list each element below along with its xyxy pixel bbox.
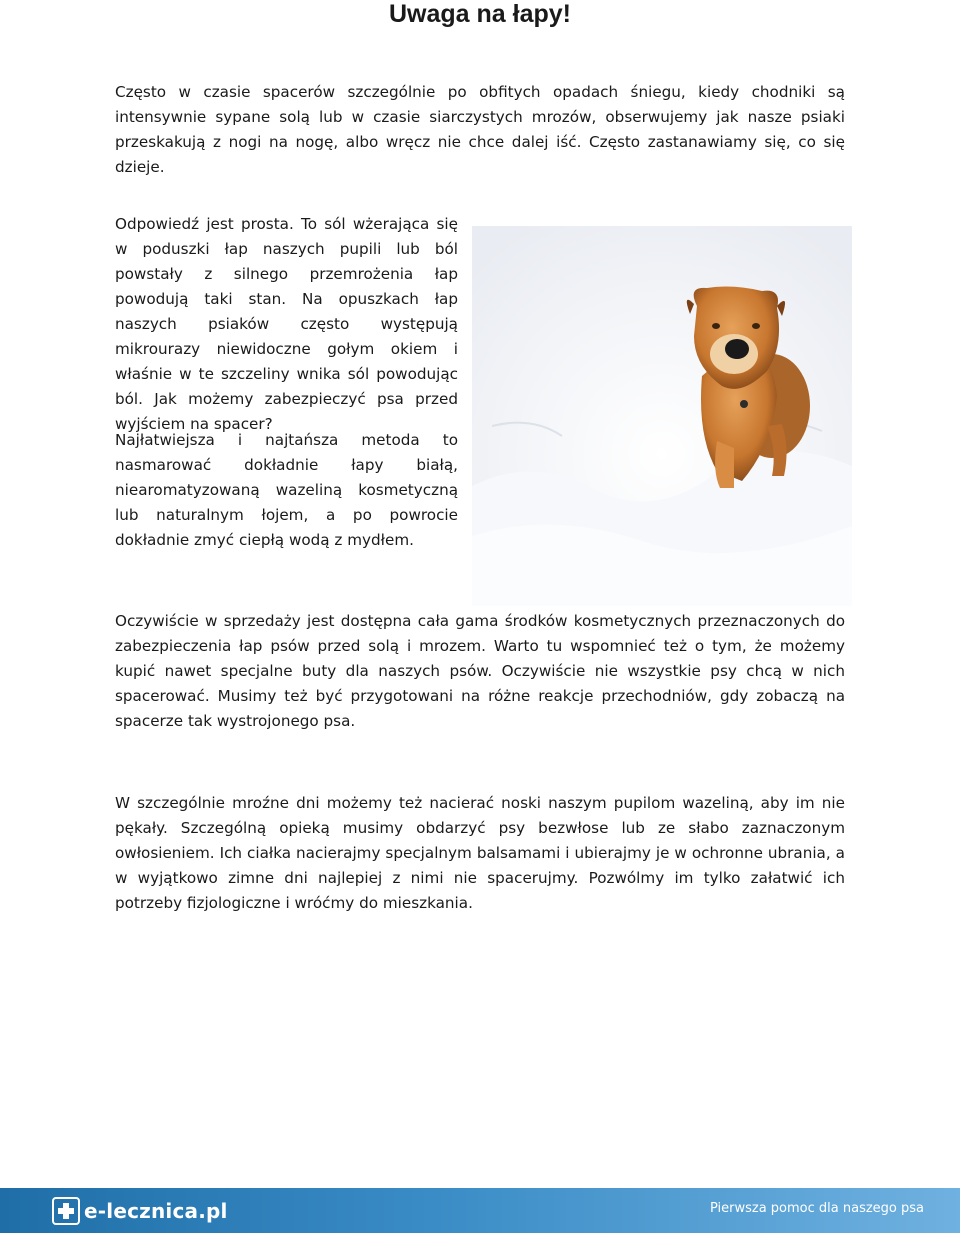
paragraph-intro: Często w czasie spacerów szczególnie po obfitych opadach śniegu, kiedy chodniki są intensywnie sypane solą lub w czasie siarczystych mrozów, obserwujemy jak nasze psiaki przeskakują z nogi na nogę, albo wręcz nie chce dalej iść. Często zastanawiamy się, co się dzieje. [115, 83, 845, 176]
brand-logo-text: e-lecznica.pl [84, 1199, 228, 1223]
paragraph-method: Najłatwiejsza i najtańsza metoda to nasmarować dokładnie łapy białą, niearomatyzowaną wazeliną kosmetyczną lub naturalnym łojem, a po powrocie dokładnie zmyć ciepłą wodą z mydłem. [115, 431, 458, 549]
paragraph-cold-days: W szczególnie mroźne dni możemy też nacierać noski naszym pupilom wazeliną, aby im nie pękały. Szczególną opieką musimy obdarzyć psy bezwłose lub ze słabo zaznaczonym owłosieniem. Ich ciałka nacierajmy specjalnym balsamami i ubierajmy je w ochronne ubrania, a w wyjątkowo zimne dni najlepiej z nimi nie spacerujmy. Pozwólmy im tylko załatwić ich potrzeby fizjologiczne i wróćmy do mieszkania. [115, 794, 845, 912]
medical-cross-icon [52, 1197, 80, 1225]
footer-tagline: Pierwsza pomoc dla naszego psa [709, 1201, 924, 1216]
footer-bar [0, 1188, 960, 1233]
paragraph-products: Oczywiście w sprzedaży jest dostępna cała gama środków kosmetycznych przeznaczonych do zabezpieczenia łap psów przed solą i mrozem. Warto tu wspomnieć też o tym, że możemy kupić nawet specjalne buty dla naszych psów. Oczywiście nie wszystkie psy chcą w nich spacerować. Musimy też być przygotowani na różne reakcje przechodniów, gdy zobaczą na spacerze tak wystrojonego psa. [115, 612, 845, 730]
dog-in-snow-photo [472, 226, 852, 606]
paragraph-answer: Odpowiedź jest prosta. To sól wżerająca się w poduszki łap naszych pupili lub ból powstały z silnego przemrożenia łap powodują taki stan. Na opuszkach łap naszych psiaków często występują mikrourazy niewidoczne gołym okiem i właśnie w te szczeliny wnika sól powodując ból. Jak możemy zabezpieczyć psa przed wyjściem na spacer? [115, 215, 458, 433]
brand-logo[interactable] [52, 1196, 228, 1226]
page-title: Uwaga na łapy! [389, 0, 571, 28]
